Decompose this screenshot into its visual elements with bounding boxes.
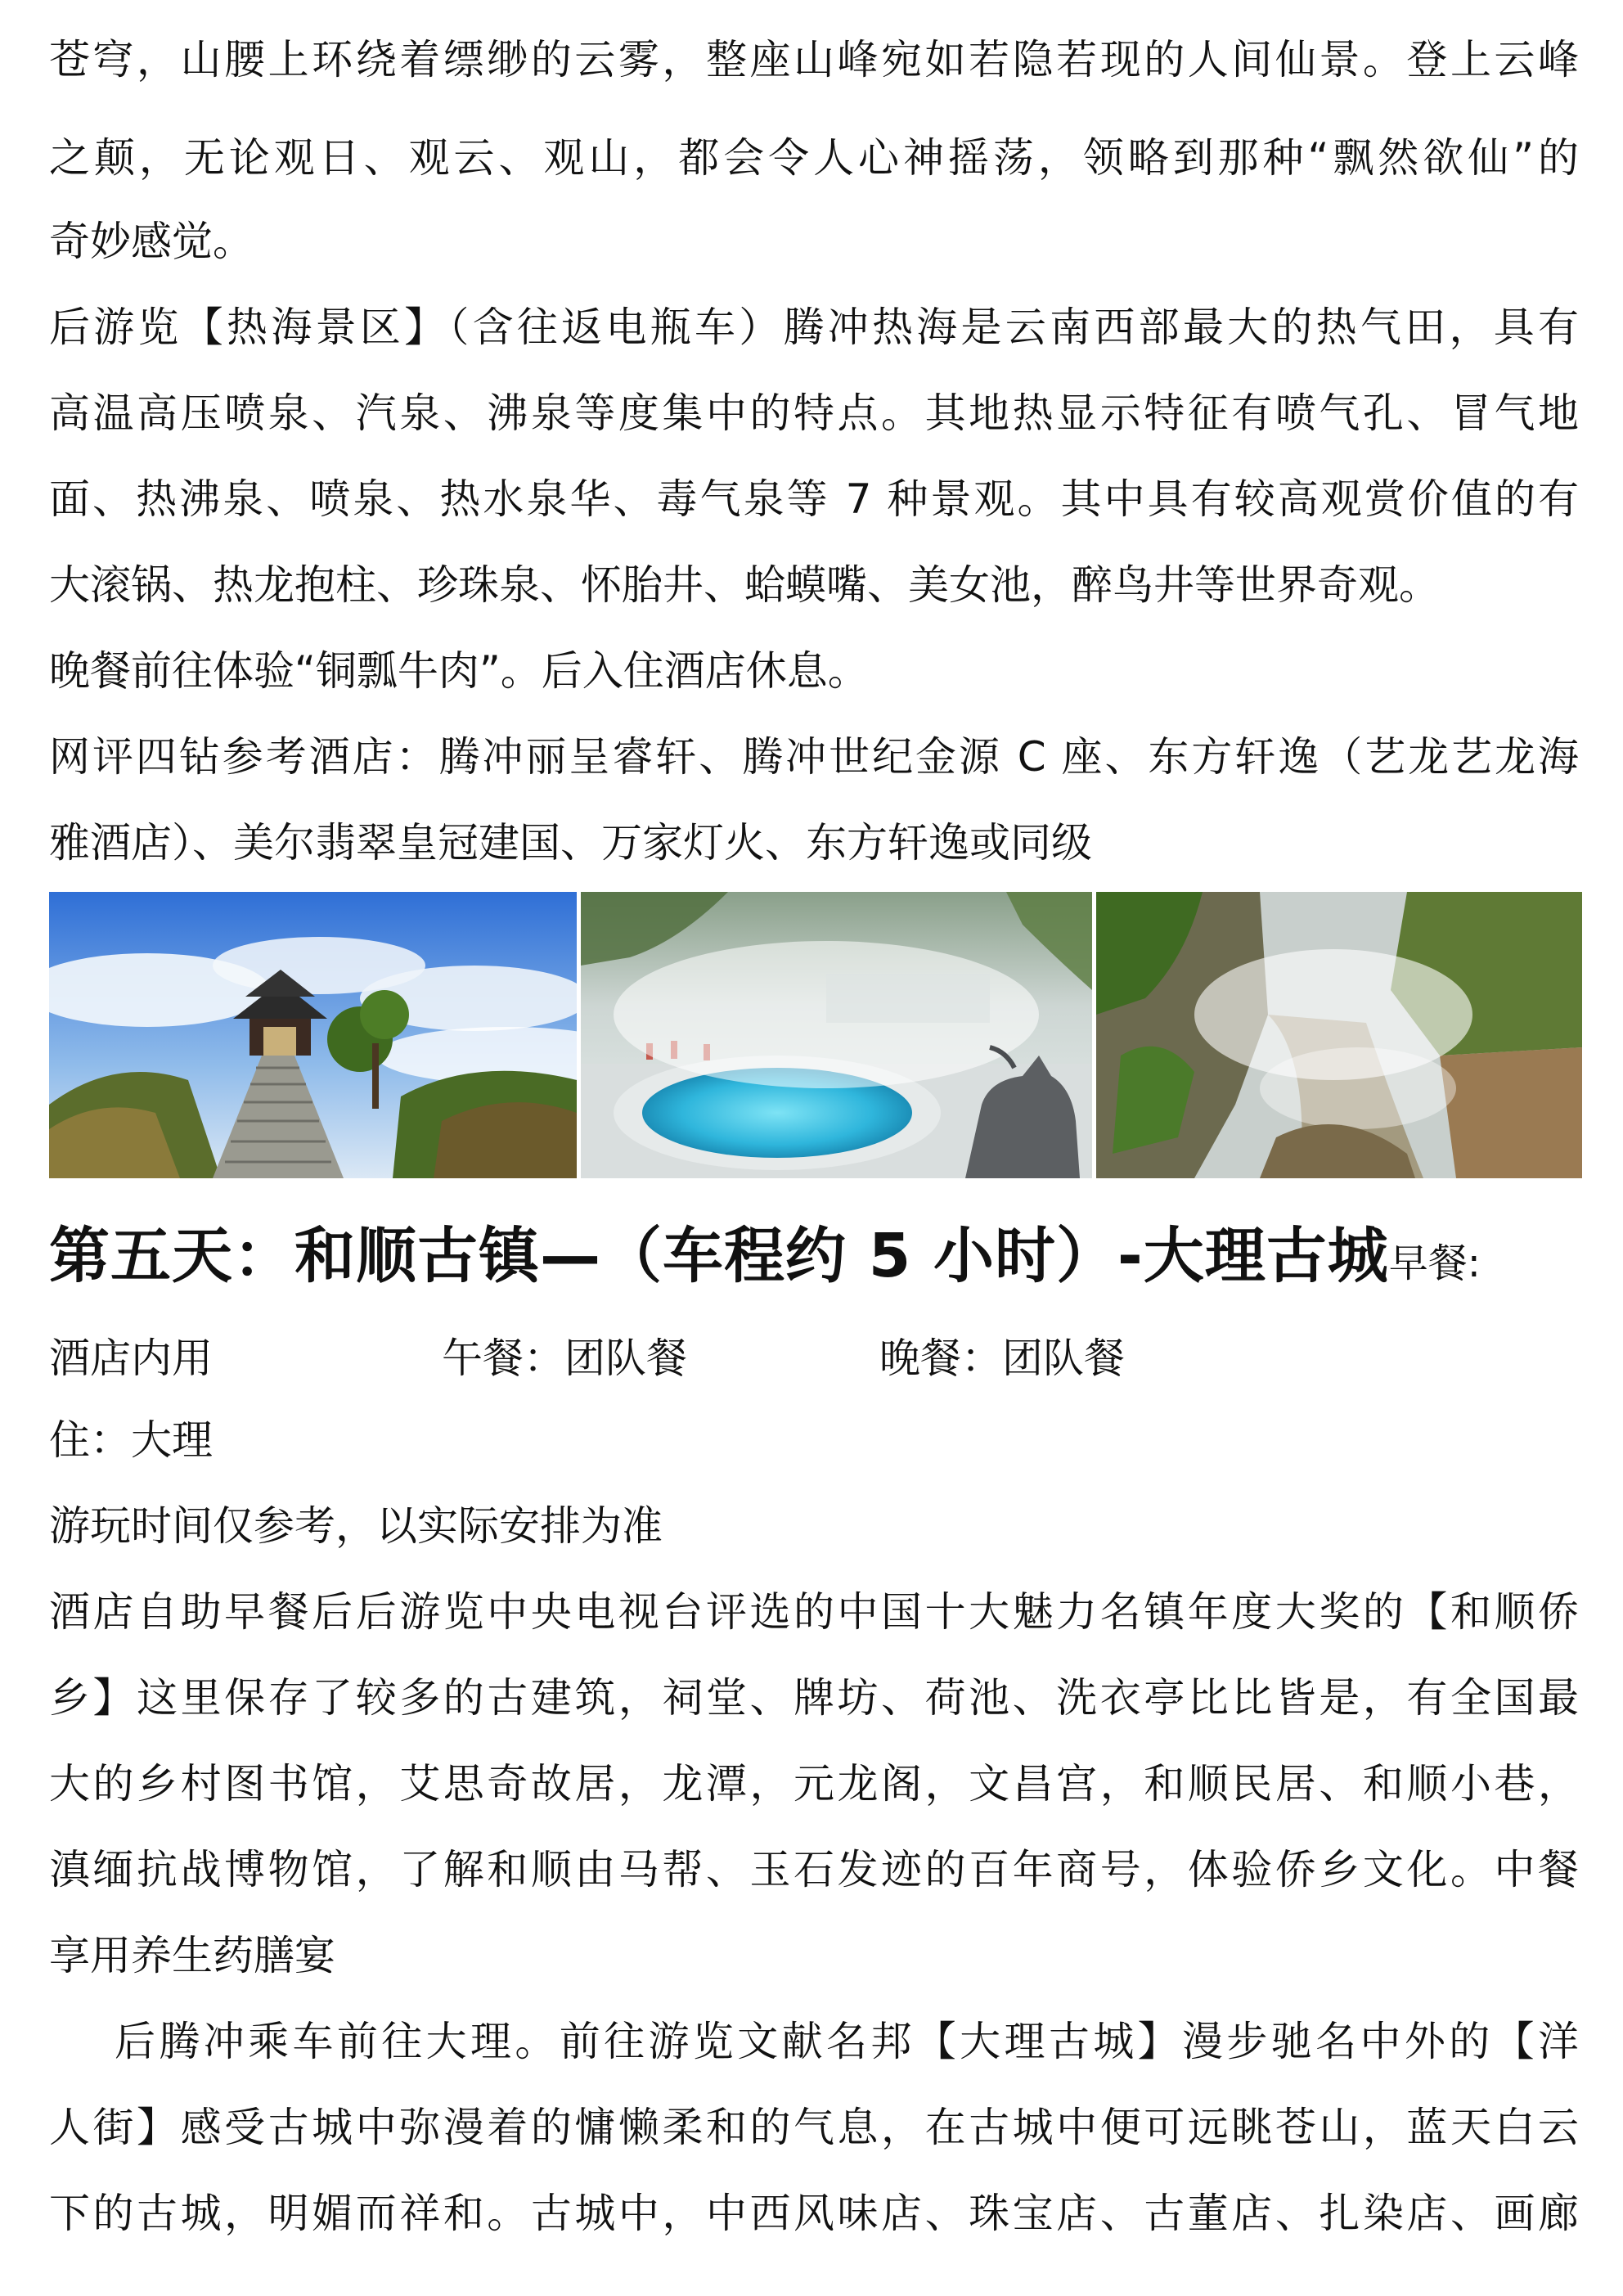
text-line: 滇缅抗战博物馆，了解和顺由马帮、玉石发迹的百年商号，体验侨乡文化。中餐 [49,1846,1579,1893]
photo-waterfall-steam [1096,892,1582,1178]
text-line: 面、热沸泉、喷泉、热水泉华、毒气泉等 7 种景观。其中具有较高观赏价值的有 [49,475,1579,523]
meals-row [49,1326,1522,1391]
photo-hot-spring-pool [581,892,1092,1178]
text-line: 大滚锅、热龙抱柱、珍珠泉、怀胎井、蛤蟆嘴、美女池，醉鸟井等世界奇观。 [49,561,1440,609]
stay-info: 住：大理 [49,1416,213,1464]
text-line: 之颠，无论观日、观云、观山，都会令人心神摇荡，领略到那种“飘然欲仙”的 [49,134,1579,182]
text-line: 苍穹，山腰上环绕着缥缈的云雾，整座山峰宛如若隐若现的人间仙景。登上云峰 [49,36,1579,83]
breakfast-label: 早餐: [1388,1240,1481,1286]
text-line: 乡】这里保存了较多的古建筑，祠堂、牌坊、荷池、洗衣亭比比皆是，有全国最 [49,1674,1579,1722]
text-line: 享用养生药膳宴 [49,1932,335,1979]
text-line: 晚餐前往体验“铜瓢牛肉”。后入住酒店休息。 [49,647,869,695]
dinner-info: 晚餐：团队餐 [879,1335,1125,1382]
text-line: 后游览【热海景区】（含往返电瓶车）腾冲热海是云南西部最大的热气田，具有 [49,304,1579,351]
time-note: 游玩时间仅参考，以实际安排为准 [49,1502,663,1550]
day-title: 第五天：和顺古镇—（车程约 5 小时）-大理古城 [49,1221,1389,1291]
photo-mountain-pavilion [49,892,577,1178]
lunch-info: 午餐：团队餐 [442,1335,687,1382]
text-line: 高温高压喷泉、汽泉、沸泉等度集中的特点。其地热显示特征有喷气孔、冒气地 [49,389,1579,437]
text-line: 酒店自助早餐后后游览中央电视台评选的中国十大魅力名镇年度大奖的【和顺侨 [49,1588,1579,1636]
text-line: 后腾冲乘车前往大理。前往游览文献名邦【大理古城】漫步驰名中外的【洋 [115,2018,1579,2065]
text-line: 奇妙感觉。 [49,218,254,265]
text-line: 下的古城，明媚而祥和。古城中，中西风味店、珠宝店、古董店、扎染店、画廊 [49,2190,1579,2237]
breakfast-value: 酒店内用 [49,1335,213,1382]
day-heading [49,1211,1603,1301]
text-line: 人街】感受古城中弥漫着的慵懒柔和的气息，在古城中便可远眺苍山，蓝天白云 [49,2104,1579,2151]
text-line: 网评四钻参考酒店：腾冲丽呈睿轩、腾冲世纪金源 C 座、东方轩逸（艺龙艺龙海 [49,733,1579,781]
text-line: 大的乡村图书馆，艾思奇故居，龙潭，元龙阁，文昌宫，和顺民居、和顺小巷， [49,1760,1579,1808]
photo-strip [49,892,1582,1178]
text-line: 雅酒店）、美尔翡翠皇冠建国、万家灯火、东方轩逸或同级 [49,819,1092,867]
